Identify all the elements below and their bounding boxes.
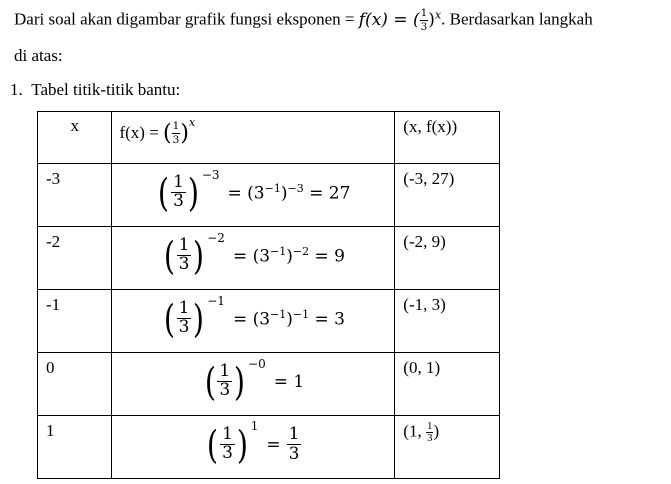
intro-line-1	[14, 8, 593, 32]
list-number: 1.	[10, 80, 23, 99]
cell-x: 1	[38, 416, 112, 479]
cell-point: (0, 1)	[395, 353, 500, 416]
cell-fx: ( $\frac{1}{3}$ ) −1 = $(3^{-1})^{-1} = 3$	[112, 290, 395, 353]
cell-x: 0	[38, 353, 112, 416]
table-header-row	[38, 112, 500, 164]
result-fraction: $\frac{1}{3}$	[288, 424, 300, 464]
cell-x: -2	[38, 227, 112, 290]
cell-fx: ( $\frac{1}{3}$ ) −0 = 1	[112, 353, 395, 416]
table-row	[38, 290, 500, 353]
cell-point: (-3, 27)	[395, 164, 500, 227]
table-row	[38, 227, 500, 290]
fraction: $\frac{1}{3}$	[172, 120, 180, 146]
cell-point: (-2, 9)	[395, 227, 500, 290]
helper-points-table	[37, 111, 500, 479]
list-item-1	[10, 80, 180, 100]
cell-x: -3	[38, 164, 112, 227]
cell-point: (-1, 3)	[395, 290, 500, 353]
header-point: (x, f(x))	[395, 112, 500, 164]
header-x: x	[38, 112, 112, 164]
function-expression: f(x) = ( $\frac{1}{3}$ )$^x$	[358, 7, 442, 33]
cell-x: -1	[38, 290, 112, 353]
table-row	[38, 164, 500, 227]
table-row	[38, 416, 500, 479]
intro-text: Dari soal akan digambar grafik fungsi eksponen =	[14, 9, 359, 29]
cell-fx: ( $\frac{1}{3}$ ) 1 = $\frac{1}{3}$	[112, 416, 395, 479]
list-text: Tabel titik-titik bantu:	[31, 80, 181, 99]
cell-fx: ( $\frac{1}{3}$ ) −3 = $(3^{-1})^{-3} = 27$	[112, 164, 395, 227]
cell-point: (1, $\frac{1}{3}$ )	[395, 416, 500, 479]
header-fx: f(x) = ( $\frac{1}{3}$ )$^x$	[112, 112, 395, 164]
intro-text-after: . Berdasarkan langkah	[441, 9, 593, 29]
cell-fx: ( $\frac{1}{3}$ ) −2 = $(3^{-1})^{-2} = 9$	[112, 227, 395, 290]
intro-line-2: di atas:	[14, 46, 63, 65]
table-row	[38, 353, 500, 416]
fraction: $\frac{1}{3}$	[420, 7, 428, 33]
point-fraction: $\frac{1}{3}$	[426, 420, 433, 444]
